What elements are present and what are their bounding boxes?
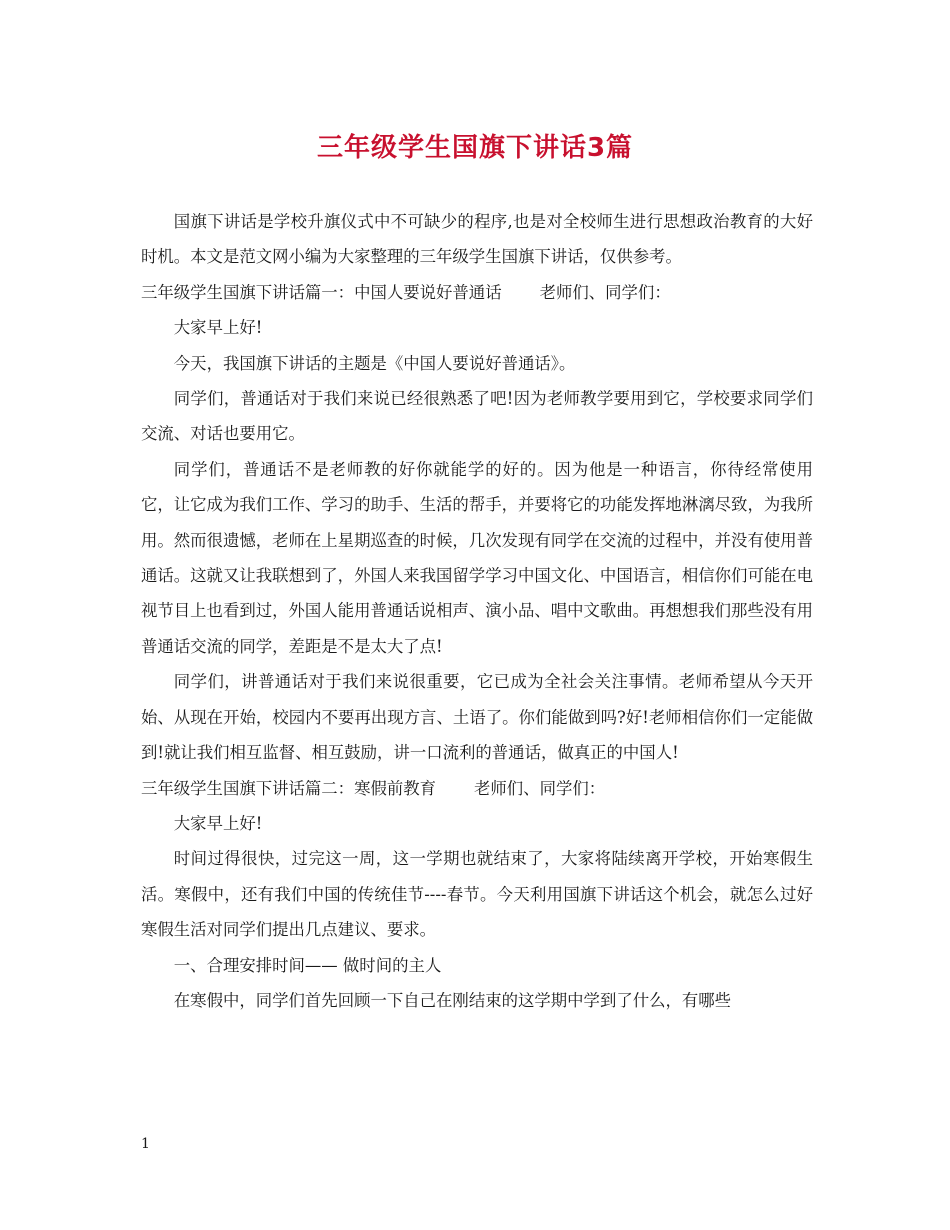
paragraph: 时间过得很快，过完这一周，这一学期也就结束了，大家将陆续离开学校，开始寒假生活。寒假中，还有我们中国的传统佳节----春节。今天利用国旗下讲话这个机会，就怎么过好寒假生活对同学们提出几点建议、要求。	[141, 849, 813, 940]
paragraph: 同学们，普通话对于我们来说已经很熟悉了吧!因为老师教学要用到它，学校要求同学们交流、对话也要用它。	[141, 389, 813, 444]
paragraph: 一、合理安排时间—— 做时间的主人	[173, 955, 442, 975]
salutation-2: 老师们、同学们：	[474, 778, 606, 798]
section-title-1: 三年级学生国旗下讲话篇一：中国人要说好普通话	[141, 282, 502, 302]
document-title: 三年级学生国旗下讲话3篇	[316, 133, 634, 163]
paragraph: 同学们，讲普通话对于我们来说很重要，它已成为全社会关注事情。老师希望从今天开始、从现在开始，校园内不要再出现方言、土语了。你们能做到吗?好!老师相信你们一定能做到!就让我们相互监督、相互鼓励，讲一口流利的普通话，做真正的中国人!	[141, 672, 813, 763]
paragraph: 同学们，普通话不是老师教的好你就能学的好的。因为他是一种语言，你待经常使用它，让它成为我们工作、学习的助手、生活的帮手，并要将它的功能发挥地淋漓尽致，为我所用。然而很遗憾，老师在上星期巡查的时候，几次发现有同学在交流的过程中，并没有使用普通话。这就又让我联想到了，外国人来我国留学学习中国文化、中国语言，相信你们可能在电视节目上也看到过，外国人能用普通话说相声、演小品、唱中文歌曲。再想想我们那些没有用普通话交流的同学，差距是不是太大了点!	[141, 459, 814, 656]
paragraph: 大家早上好!	[173, 318, 263, 338]
salutation-1: 老师们、同学们：	[539, 282, 671, 302]
intro-paragraph: 国旗下讲话是学校升旗仪式中不可缺少的程序,也是对全校师生进行思想政治教育的大好时机。本文是范文网小编为大家整理的三年级学生国旗下讲话，仅供参考。	[141, 212, 813, 267]
paragraph: 今天，我国旗下讲话的主题是《中国人要说好普通话》。	[173, 353, 576, 373]
section-title-2: 三年级学生国旗下讲话篇二：寒假前教育	[141, 778, 437, 798]
page-number: 1	[141, 1136, 150, 1152]
document-body	[141, 204, 813, 1018]
section-heading-2	[141, 771, 813, 806]
paragraph: 在寒假中，同学们首先回顾一下自己在刚结束的这学期中学到了什么，有哪些	[173, 990, 732, 1010]
section-heading-1	[141, 275, 813, 310]
paragraph: 大家早上好!	[173, 813, 263, 833]
